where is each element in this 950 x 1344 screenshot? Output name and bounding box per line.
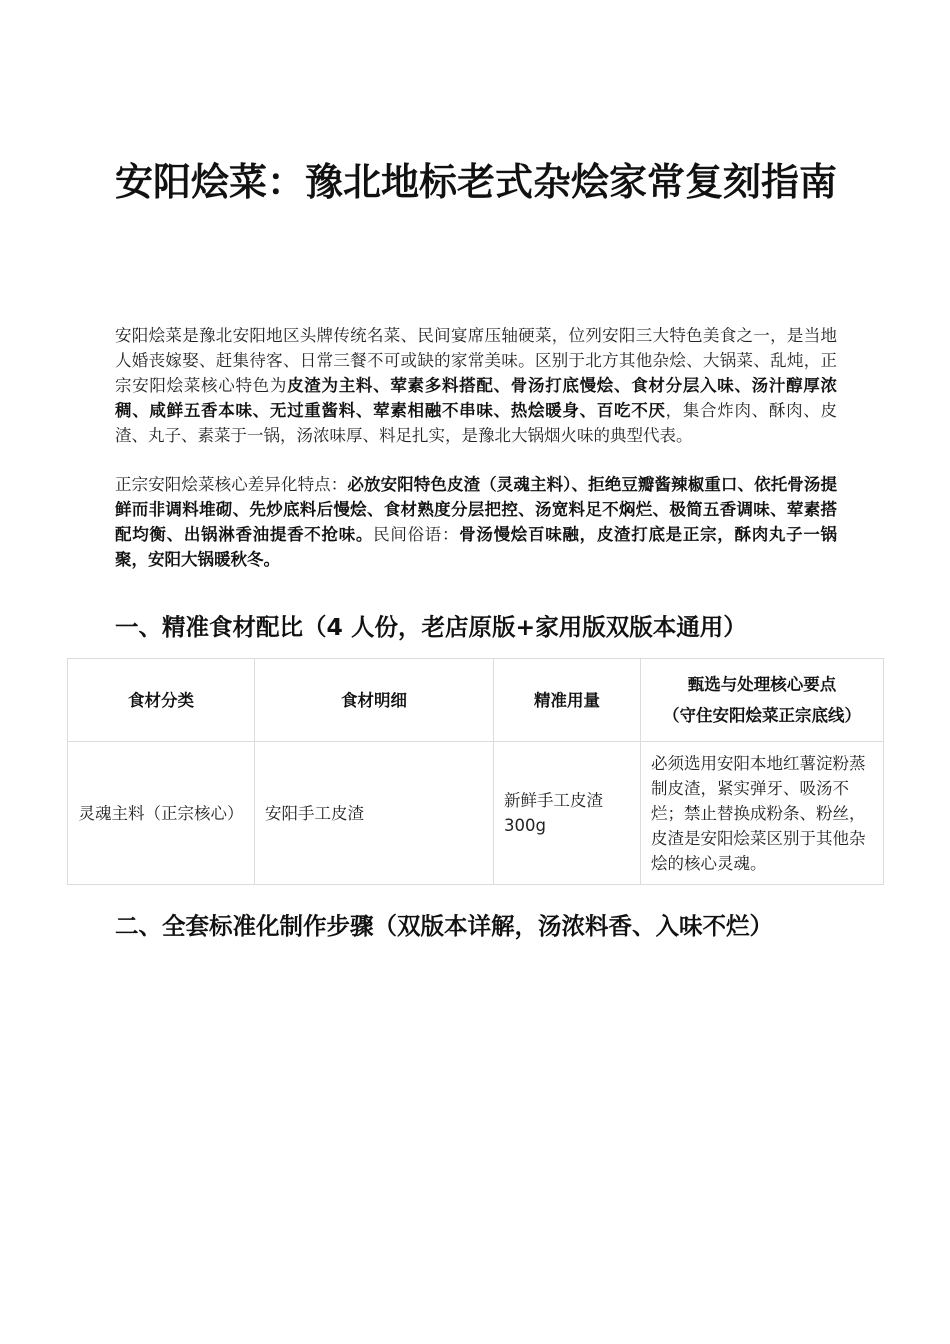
header-tips [641,659,884,742]
features-lead: 正宗安阳烩菜核心差异化特点： [115,475,348,494]
intro-text-1: 安阳烩菜是豫北安阳地区头牌传统名菜、民间宴席压轴硬菜，位列安阳三大特色美食之一，是当地人婚丧嫁娶、赶集待客、日常三餐不可或缺的家常美味。区别于北方其他杂烩、大锅菜、乱炖，正宗安阳烩菜核心特色为 [115,326,837,395]
features-paragraph [115,472,837,572]
cell-detail: 安阳手工皮渣 [255,742,494,885]
header-category: 食材分类 [68,659,255,742]
section-heading-steps: 二、全套标准化制作步骤（双版本详解，汤浓料香、入味不烂） [115,912,773,940]
header-tips-line1: 甄选与处理核心要点 [687,675,837,694]
page-title: 安阳烩菜：豫北地标老式杂烩家常复刻指南 [115,160,838,204]
features-highlight: 必放安阳特色皮渣（灵魂主料）、拒绝豆瓣酱辣椒重口、依托骨汤提鲜而非调料堆砌、先炒底料后慢烩、食材熟度分层把控、汤宽料足不焖烂、极简五香调味、荤素搭配均衡、出锅淋香油提香不抢味。 [115,475,838,544]
intro-text-2: ，集合炸肉、酥肉、皮渣、丸子、素菜于一锅，汤浓味厚、料足扎实，是豫北大锅烟火味的典型代表。 [115,401,838,445]
proverb-lead: 民间俗语： [373,525,460,544]
section-heading-ingredients: 一、精准食材配比（4 人份，老店原版+家用版双版本通用） [115,613,747,641]
table-header-row [68,659,884,742]
proverb-text: 骨汤慢烩百味融，皮渣打底是正宗，酥肉丸子一锅聚，安阳大锅暖秋冬。 [115,525,838,569]
table-row [68,742,884,885]
header-amount: 精准用量 [494,659,641,742]
header-detail: 食材明细 [255,659,494,742]
intro-paragraph [115,323,837,448]
ingredients-table [67,658,884,885]
cell-tips: 必须选用安阳本地红薯淀粉蒸制皮渣，紧实弹牙、吸汤不烂；禁止替换成粉条、粉丝，皮渣是安阳烩菜区别于其他杂烩的核心灵魂。 [641,742,884,885]
header-tips-line2: （守住安阳烩菜正宗底线） [663,706,861,725]
cell-amount: 新鲜手工皮渣300g [494,742,641,885]
intro-highlight: 皮渣为主料、荤素多料搭配、骨汤打底慢烩、食材分层入味、汤汁醇厚浓稠、咸鲜五香本味、无过重酱料、荤素相融不串味、热烩暖身、百吃不厌 [115,376,838,420]
cell-category: 灵魂主料（正宗核心） [68,742,255,885]
